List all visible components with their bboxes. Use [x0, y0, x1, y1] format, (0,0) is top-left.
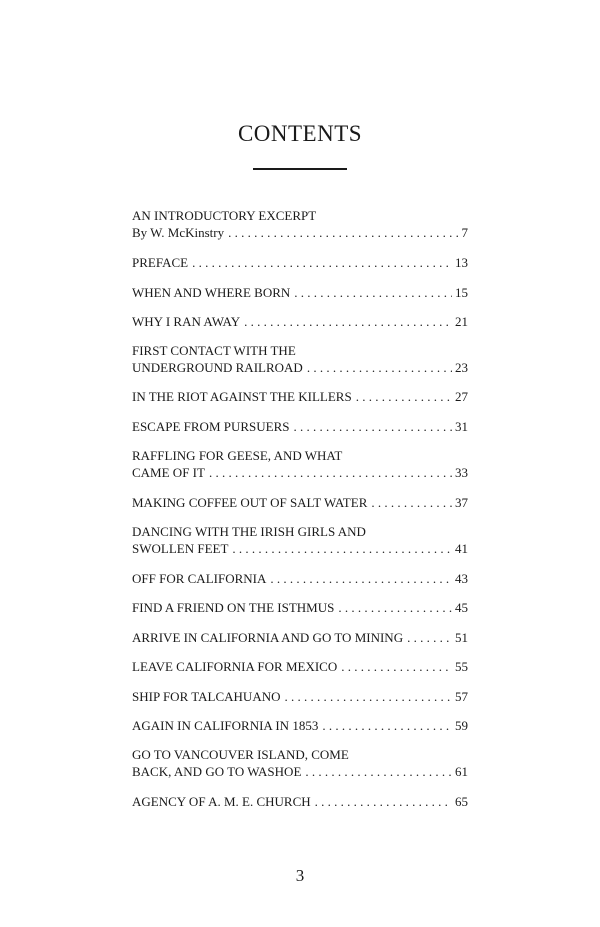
toc-entry-title: LEAVE CALIFORNIA FOR MEXICO — [132, 659, 338, 674]
toc-page-number: 23 — [455, 360, 468, 375]
dot-leader — [407, 629, 452, 646]
dot-leader — [294, 418, 453, 435]
toc-entry — [132, 207, 468, 241]
toc-page-number: 37 — [455, 495, 468, 510]
page-number: 3 — [295, 866, 305, 885]
toc-page-number: 21 — [455, 314, 468, 329]
toc-entry — [132, 313, 468, 330]
toc-entry-title: WHY I RAN AWAY — [132, 314, 241, 329]
toc-entry — [132, 254, 468, 271]
toc-entry-title: SWOLLEN FEET — [132, 541, 229, 556]
dot-leader — [338, 599, 452, 616]
toc-page-number: 51 — [455, 630, 468, 645]
dot-leader — [307, 359, 452, 376]
dot-leader — [341, 658, 452, 675]
dot-leader — [232, 540, 452, 557]
toc-entry — [132, 523, 468, 557]
dot-leader — [228, 224, 458, 241]
dot-leader — [270, 570, 452, 587]
toc-entry — [132, 570, 468, 587]
toc-entry — [132, 447, 468, 481]
toc-entry-title: PREFACE — [132, 255, 189, 270]
dot-leader — [322, 717, 452, 734]
toc-entry — [132, 629, 468, 646]
toc-entry — [132, 599, 468, 616]
dot-leader — [371, 494, 452, 511]
page-title: CONTENTS — [237, 121, 363, 146]
toc-entry-title: OFF FOR CALIFORNIA — [132, 571, 267, 586]
toc-entry-title: SHIP FOR TALCAHUANO — [132, 689, 281, 704]
toc-entry-title: MAKING COFFEE OUT OF SALT WATER — [132, 495, 368, 510]
toc-entry — [132, 717, 468, 734]
toc-entry-title: GO TO VANCOUVER ISLAND, COME — [132, 747, 349, 762]
toc-entry — [132, 284, 468, 301]
toc-entry-title: IN THE RIOT AGAINST THE KILLERS — [132, 389, 352, 404]
toc-entry-title: RAFFLING FOR GEESE, AND WHAT — [132, 448, 343, 463]
dot-leader — [305, 763, 452, 780]
toc-entry — [132, 658, 468, 675]
toc-entry-title: CAME OF IT — [132, 465, 205, 480]
toc-entry-title: BACK, AND GO TO WASHOE — [132, 764, 302, 779]
toc-page-number: 33 — [455, 465, 468, 480]
dot-leader — [209, 464, 452, 481]
toc-entry — [132, 746, 468, 780]
toc-page-number: 27 — [455, 389, 468, 404]
title-rule — [253, 168, 347, 170]
toc-page-number: 45 — [455, 600, 468, 615]
toc-entry — [132, 793, 468, 810]
toc-page-number: 15 — [455, 285, 468, 300]
toc-page-number: 41 — [455, 541, 468, 556]
toc-page-number: 65 — [455, 794, 468, 809]
toc-entry-title-line — [132, 207, 468, 224]
dot-leader — [315, 793, 452, 810]
toc-entry-title: UNDERGROUND RAILROAD — [132, 360, 303, 375]
toc-page-number: 61 — [455, 764, 468, 779]
dot-leader — [356, 388, 452, 405]
toc-entry-title: ESCAPE FROM PURSUERS — [132, 419, 290, 434]
toc-entry — [132, 418, 468, 435]
toc-page-number: 31 — [455, 419, 468, 434]
toc-page-number: 13 — [455, 255, 468, 270]
toc-entry-title: FIND A FRIEND ON THE ISTHMUS — [132, 600, 335, 615]
toc-entry-title: AGENCY OF A. M. E. CHURCH — [132, 794, 311, 809]
toc-page-number: 43 — [455, 571, 468, 586]
toc-entry — [132, 388, 468, 405]
toc-entry — [132, 688, 468, 705]
toc-entry — [132, 342, 468, 376]
toc-entry-title: WHEN AND WHERE BORN — [132, 285, 291, 300]
toc-page-number: 55 — [455, 659, 468, 674]
dot-leader — [244, 313, 452, 330]
toc-entry-title: AN INTRODUCTORY EXCERPT — [132, 208, 317, 223]
toc-page-number: 59 — [455, 718, 468, 733]
dot-leader — [192, 254, 452, 271]
toc-page-number: 7 — [461, 225, 468, 240]
dot-leader — [284, 688, 452, 705]
dot-leader — [294, 284, 452, 301]
toc-entry-title: By W. McKinstry — [132, 225, 225, 240]
toc-entry-title: AGAIN IN CALIFORNIA IN 1853 — [132, 718, 319, 733]
toc-page-number: 57 — [455, 689, 468, 704]
toc-entry-title: FIRST CONTACT WITH THE — [132, 343, 296, 358]
toc-entry — [132, 494, 468, 511]
toc-entry-title: DANCING WITH THE IRISH GIRLS AND — [132, 524, 366, 539]
toc-entry-title: ARRIVE IN CALIFORNIA AND GO TO MINING — [132, 630, 404, 645]
